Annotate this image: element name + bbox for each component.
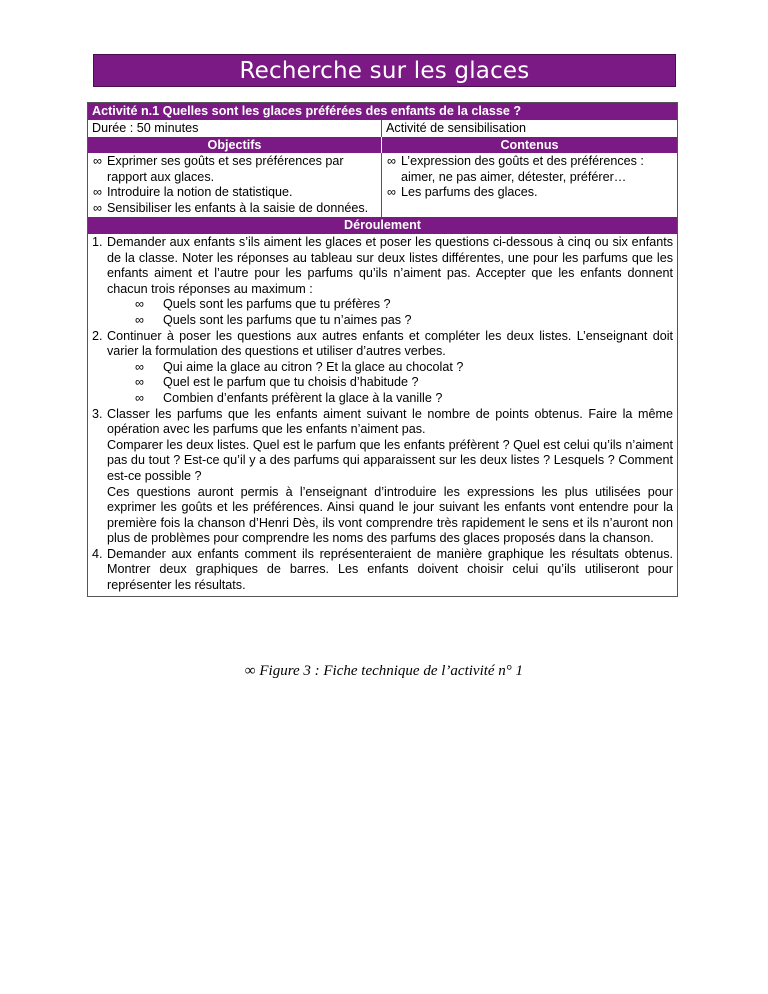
step-2 — [92, 329, 673, 407]
infinity-bullet-icon: ∞ — [135, 312, 144, 327]
contenus-cell — [382, 153, 677, 217]
caption-text: Figure 3 : Fiche technique de l’activité n° 1 — [259, 663, 524, 679]
step-paragraph: Ces questions auront permis à l’enseignant d’introduire les expressions les plus utilisées pour exprimer les goûts et les préférences. Ainsi quand le jour suivant les enfants vont entendre pour la première fois la chanson d’Henri Dès, ils vont comprendre très rapidement le sens et ils n’auront non plus de problèmes pour comprendre les noms des parfums des glaces proposés dans la chanson. — [107, 484, 673, 546]
step-text: Demander aux enfants s’ils aiment les glaces et poser les questions ci-dessous à cinq ou six enfants de la classe. Noter les réponses au tableau sur deux listes différentes, une pour les parfums que les enfants aiment et l’autre pour les parfums qu’ils n’aiment pas. Accepter que les enfants donnent chacun trois réponses au maximum : — [107, 235, 673, 296]
list-item: ∞ Quels sont les parfums que tu préfères ? — [135, 297, 391, 312]
step-number: 3. — [92, 406, 103, 421]
list-item: ∞ Quel est le parfum que tu choisis d’habitude ? — [135, 375, 419, 390]
activity-header: Activité n.1 Quelles sont les glaces préférées des enfants de la classe ? — [88, 103, 677, 120]
activity-type: Activité de sensibilisation — [386, 121, 527, 135]
list-item: ∞ Sensibiliser les enfants à la saisie de données. — [93, 200, 369, 215]
list-item: ∞ Combien d’enfants préfèrent la glace à la vanille ? — [135, 390, 443, 405]
column-headers — [88, 137, 677, 153]
step-number: 2. — [92, 328, 103, 343]
step-3 — [92, 407, 673, 547]
contenus-header: Contenus — [382, 137, 677, 153]
figure-caption — [0, 663, 768, 680]
step-text: Demander aux enfants comment ils représenteraient de manière graphique les résultats obtenus. Montrer deux graphiques de barres. Les enfants doivent choisir celui qu’ils utiliseront pour représenter les résultats. — [107, 546, 673, 593]
step-4 — [92, 547, 673, 594]
activity-sheet — [87, 102, 678, 597]
question-list — [107, 297, 673, 328]
step-text: Classer les parfums que les enfants aiment suivant le nombre de points obtenus. Faire la même opération avec les parfums que les enfants n’aiment pas. — [107, 406, 673, 437]
page-title: Recherche sur les glaces — [239, 57, 530, 84]
objectifs-header: Objectifs — [88, 137, 382, 153]
list-item: ∞ Introduire la notion de statistique. — [93, 185, 293, 199]
step-paragraph: Comparer les deux listes. Quel est le parfum que les enfants préfèrent ? Quel est celui qu’ils n’aiment pas du tout ? Est-ce qu’il y a des parfums qui apparaissent sur les deux listes ? Lesquels ? Comment est-ce possible ? — [107, 437, 673, 483]
deroulement-body — [88, 234, 677, 596]
deroulement-header: Déroulement — [88, 217, 677, 234]
meta-row — [88, 120, 677, 137]
step-number: 1. — [92, 235, 103, 249]
infinity-bullet-icon: ∞ — [387, 185, 396, 199]
infinity-bullet-icon: ∞ — [135, 297, 144, 312]
objectifs-cell — [88, 153, 382, 217]
contenus-list — [386, 154, 673, 201]
infinity-bullet-icon: ∞ — [135, 375, 144, 390]
infinity-bullet-icon: ∞ — [93, 154, 102, 168]
steps-list — [92, 235, 673, 594]
list-item: ∞ L’expression des goûts et des préférences : aimer, ne pas aimer, détester, préférer… — [387, 154, 644, 184]
list-item: ∞ Exprimer ses goûts et ses préférences par rapport aux glaces. — [93, 154, 344, 184]
infinity-bullet-icon: ∞ — [135, 359, 144, 374]
question-list — [107, 360, 673, 407]
infinity-bullet-icon: ∞ — [135, 390, 144, 405]
duration: Durée : 50 minutes — [88, 120, 382, 137]
list-item: ∞ Les parfums des glaces. — [387, 185, 538, 199]
infinity-bullet-icon: ∞ — [93, 200, 102, 215]
infinity-bullet-icon: ∞ — [93, 185, 102, 199]
infinity-bullet-icon: ∞ — [244, 663, 256, 679]
objectives-contents-row — [88, 153, 677, 217]
step-1 — [92, 235, 673, 329]
objectifs-list — [92, 154, 377, 216]
list-item: ∞ Qui aime la glace au citron ? Et la glace au chocolat ? — [135, 359, 464, 374]
infinity-bullet-icon: ∞ — [387, 154, 396, 168]
list-item: ∞ Quels sont les parfums que tu n’aimes pas ? — [135, 312, 412, 327]
step-number: 4. — [92, 546, 103, 561]
title-banner — [93, 54, 676, 87]
step-text: Continuer à poser les questions aux autres enfants et compléter les deux listes. L’enseignant doit varier la formulation des questions et utiliser d’autres verbes. — [107, 328, 673, 359]
